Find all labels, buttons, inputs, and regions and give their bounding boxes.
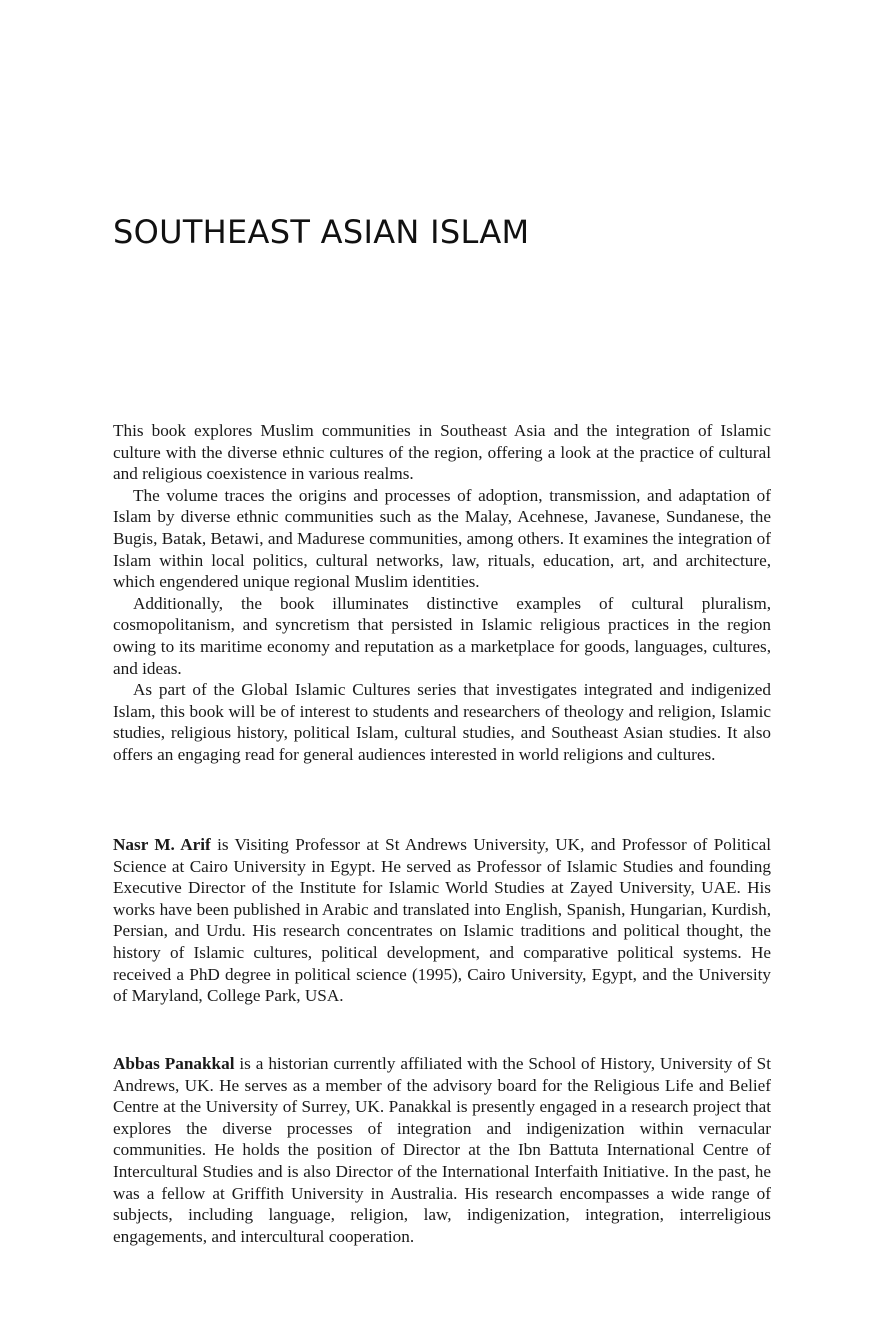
author-bio-arif [113, 834, 771, 1007]
book-description [113, 420, 771, 766]
author-bio-text: is a historian currently affiliated with the School of History, University of St Andrews, UK. He serves as a member of the advisory board for the Religious Life and Belief Centre at the University of Surrey, UK. Panakkal is presently engaged in a research project that explores the diverse processes of integration and indigenization within vernacular communities. He holds the position of Director at the Ibn Battuta International Centre of Intercultural Studies and is also Director of the International Interfaith Initiative. In the past, he was a fellow at Griffith University in Australia. His research encompasses a wide range of subjects, including language, religion, law, indigenization, integration, interreligious engagements, and intercultural cooperation. [113, 1054, 771, 1246]
book-title: SOUTHEAST ASIAN ISLAM [113, 213, 530, 251]
author-bio-panakkal [113, 1053, 771, 1247]
author-bio-text: is Visiting Professor at St Andrews University, UK, and Professor of Political Science at Cairo University in Egypt. He served as Professor of Islamic Studies and founding Executive Director of the Institute for Islamic World Studies at Zayed University, UAE. His works have been published in Arabic and translated into English, Spanish, Hungarian, Kurdish, Persian, and Urdu. His research concentrates on Islamic traditions and political thought, the history of Islamic cultures, political development, and comparative political systems. He received a PhD degree in political science (1995), Cairo University, Egypt, and the University of Maryland, College Park, USA. [113, 835, 771, 1006]
description-paragraph: As part of the Global Islamic Cultures series that investigates integrated and indigenized Islam, this book will be of interest to students and researchers of theology and religion, Islamic studies, religious history, political Islam, cultural studies, and Southeast Asian studies. It also offers an engaging read for general audiences interested in world religions and cultures. [113, 680, 771, 764]
author-name: Nasr M. Arif [113, 835, 211, 854]
description-paragraph: The volume traces the origins and processes of adoption, transmission, and adaptation of Islam by diverse ethnic communities such as the Malay, Acehnese, Javanese, Sundanese, the Bugis, Batak, Betawi, and Madurese communities, among others. It examines the integration of Islam within local politics, cultural networks, law, rituals, education, art, and architecture, which engendered unique regional Muslim identities. [113, 485, 771, 592]
description-paragraph: Additionally, the book illuminates distinctive examples of cultural pluralism, cosmopolitanism, and syncretism that persisted in Islamic religious practices in the region owing to its maritime economy and reputation as a marketplace for goods, languages, cultures, and ideas. [113, 593, 771, 678]
author-name: Abbas Panakkal [113, 1054, 235, 1073]
description-paragraph: This book explores Muslim communities in Southeast Asia and the integration of Islamic culture with the diverse ethnic cultures of the region, offering a look at the practice of cultural and religious coexistence in various realms. [113, 421, 771, 484]
